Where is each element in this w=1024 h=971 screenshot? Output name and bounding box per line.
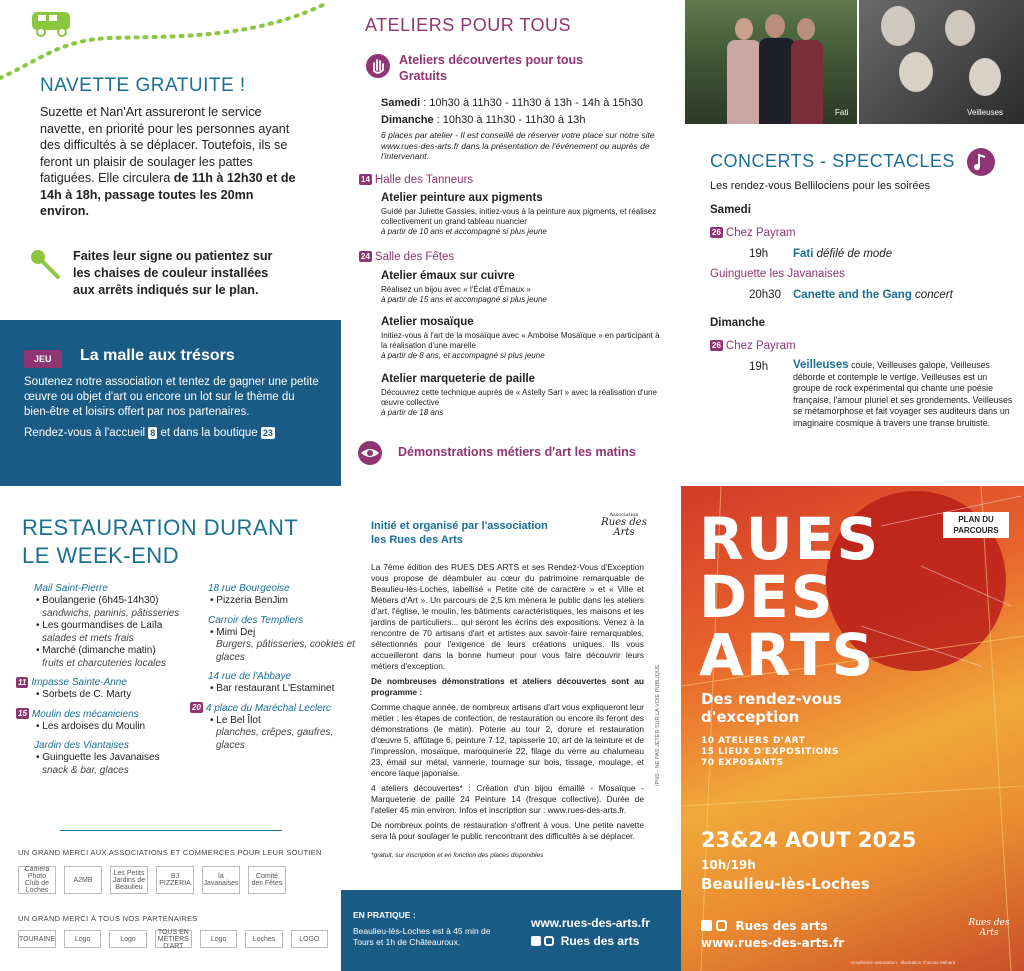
restaurant-place-label: 14 rue de l'Abbaye — [208, 671, 292, 682]
association-logos — [18, 866, 328, 894]
restaurant-name: • Les gourmandises de Laïla — [36, 620, 163, 631]
fati-caption: Fati — [835, 108, 849, 117]
sponsor-logo: Loches — [245, 930, 282, 948]
pratique-body: Beaulieu-lès-Loches est à 45 min de Tours et 1h de Châteauroux. — [353, 926, 491, 947]
sponsor-logo: Camera Photo Club de Loches — [18, 866, 56, 894]
eye-icon — [357, 440, 383, 466]
poster-credit: Graphisme association · Illustration Thomas Ménard — [851, 960, 956, 965]
ateliers-decouvertes — [399, 52, 583, 84]
org-title — [371, 519, 548, 547]
restauration-list-right — [190, 582, 355, 758]
poster-subtitle-2: d'exception — [701, 708, 800, 726]
restaurant-name: • Le Bel Îlot — [210, 714, 261, 726]
org-title-line-1: Initié et organisé par l'association — [371, 520, 548, 532]
restaurant-place-label: Moulin des mécaniciens — [31, 708, 139, 720]
restaurant-place — [16, 676, 191, 689]
sponsor-logo: Logo — [64, 930, 101, 948]
atelier-paille-age: à partir de 18 ans — [381, 408, 444, 417]
poster-stats — [701, 736, 839, 769]
ateliers-horaires — [381, 95, 643, 129]
concerts-subtitle: Les rendez-vous Bellilociens pour les soirées — [710, 180, 931, 192]
restaurant-item — [36, 689, 191, 702]
website-link[interactable]: www.rues-des-arts.fr — [531, 916, 650, 930]
map-number-badge: 24 — [361, 252, 370, 262]
map-number-badge: 20 — [192, 703, 201, 713]
veilleuses-name: Veilleuses — [793, 359, 849, 371]
restaurant-desc: fruits et charcuteries locales — [42, 657, 166, 669]
restaurant-place-label: 4 place du Maréchal Leclerc — [205, 702, 331, 714]
rues-des-arts-logo — [599, 512, 649, 538]
restaurant-item — [36, 620, 191, 645]
instagram-icon — [716, 920, 727, 931]
veilleuses-caption: Veilleuses — [967, 108, 1004, 117]
org-footnote: *gratuit, sur inscription et en fonction des places disponibles — [371, 852, 544, 859]
demonstrations: Démonstrations métiers d'art les matins — [398, 445, 636, 459]
map-number-badge: 11 — [18, 677, 27, 687]
dimanche-label: Dimanche — [381, 114, 434, 126]
model-silhouette — [797, 18, 815, 40]
merci-associations: UN GRAND MERCI AUX ASSOCIATIONS ET COMMERCES POUR LEUR SOUTIEN — [18, 848, 322, 857]
instagram-icon — [544, 936, 554, 946]
organisation-panel — [341, 486, 681, 971]
map-number-badge: 8 — [150, 428, 156, 438]
restaurant-place — [208, 670, 355, 683]
sponsor-logo: Comité des Fêtes — [248, 866, 286, 894]
atelier-mosaique-age: à partir de 8 ans, et accompagné si plus jeune — [381, 351, 545, 360]
concerts-panel — [685, 124, 1024, 486]
atelier-emaux-title: Atelier émaux sur cuivre — [381, 270, 515, 282]
chez-payram-2 — [710, 340, 796, 352]
restaurant-place — [16, 708, 191, 721]
restaurant-item — [210, 683, 355, 696]
sponsor-logo: LOGO — [291, 930, 328, 948]
navette-panel — [0, 0, 341, 320]
bus-stop-icon — [28, 247, 62, 281]
atelier-emaux-desc: Réalisez un bijou avec « l'Éclat d'Émaux » — [381, 285, 531, 294]
org-body — [371, 562, 644, 861]
van-icon — [30, 6, 76, 38]
fati-photo — [685, 0, 857, 124]
sponsor-logo: Logo — [200, 930, 237, 948]
restaurant-item — [210, 715, 355, 753]
atelier-pigments-desc: Guidé par Juliette Gassies, initiez-vous à la peinture aux pigments, et réalisez collectivement un grand tableau nuancier — [381, 207, 657, 226]
fati-time: 19h — [749, 248, 769, 260]
plan-label-1: PLAN DU — [958, 515, 994, 524]
org-para-1: La 7ème édition des RUES DES ARTS et ses Rendez-Vous d'Exception vous propose de déambuler au cœur du patrimoine remarquable de Beaulieu-lès-Loches, labellisé « Petite cité de caractère » et « Ville et Métiers d'Art ». Un parcours de 2,5 km mènera le public dans les ateliers d'art, l'église, le moulin, les bâtiments caractéristiques, les maisons et les jardins de particuliers... qui seront les écrins des expositions. Venez à la rencontre de 70 artisans d'art et artistes aux savoir-faire remarquables, sélectionnés pour l'exigence de leurs créations uniques. Ils vous accueilleront dans la bonne humeur pour vous faire découvrir leurs métiers d'exception. — [371, 562, 644, 671]
restauration-list-left — [16, 582, 191, 783]
social-label: Rues des arts — [560, 934, 640, 948]
canette-desc: concert — [911, 289, 953, 301]
payram-label: Chez Payram — [725, 227, 796, 239]
poster-subtitle-1: Des rendez-vous — [701, 690, 842, 708]
org-para-4: 4 ateliers découvertes* : Création d'un bijou émaillé - Mosaïque - Marqueterie de paille 24 Peinture 14 (fresque collective). Durée de l'atelier 45 min environ. Infos et inscription sur : www.rues-des-arts.fr. — [371, 783, 644, 815]
restaurant-desc: planches, crêpes, gaufres, glaces — [216, 727, 334, 751]
atelier-mosaique — [381, 316, 666, 361]
navette-body — [40, 104, 300, 220]
music-note-icon — [966, 147, 996, 177]
jeu-badge: JEU — [24, 350, 62, 368]
divider — [60, 830, 282, 831]
restaurant-name: • Boulangerie (6h45-14h30) — [36, 595, 159, 606]
restauration-title — [22, 514, 298, 570]
fati-name: Fati — [793, 248, 814, 260]
canette-name: Canette and the Gang — [793, 289, 912, 301]
atelier-emaux-age: à partir de 15 ans et accompagné si plus jeune — [381, 295, 547, 304]
atelier-emaux — [381, 270, 666, 305]
veilleuses-photo — [859, 0, 1024, 124]
salle-fetes — [359, 251, 454, 263]
atelier-paille-title: Atelier marqueterie de paille — [381, 373, 536, 385]
restauration-panel — [0, 486, 355, 971]
sponsor-logo: TOUS EN MÉTIERS D'ART — [155, 930, 192, 948]
band-member — [881, 6, 915, 46]
ateliers-decouvertes-label: Ateliers découvertes pour tous — [399, 53, 584, 67]
restaurant-place-label: Jardin des Viantaises — [34, 740, 129, 751]
poster-social-label: Rues des arts — [735, 919, 828, 933]
hand-icon — [365, 53, 391, 79]
model-silhouette — [765, 14, 785, 38]
malle-rdv-text: Rendez-vous à l'accueil — [24, 427, 146, 439]
places-note: 6 places par atelier - Il est conseillé de réserver votre place sur notre site www.rues-des-arts.fr dans la présentation de l'événement ou auprès de l'intervenant. — [381, 130, 655, 161]
restaurant-group — [190, 582, 355, 608]
plan-label-2: PARCOURS — [953, 526, 999, 535]
restaurant-name: • Mimi Dej — [210, 626, 256, 638]
map-number-badge: 23 — [262, 428, 273, 438]
poster-stat-1: 10 ATELIERS D'ART — [701, 736, 806, 746]
restaurant-item — [36, 645, 191, 670]
restaurant-place-label: Carroir des Templiers — [208, 614, 304, 626]
org-para-3: Comme chaque année, de nombreux artisans d'art vous expliqueront leur métier ; les étapes de confection, de restauration ou encore ils feront des démonstrations (le matin). Poterie au tour 2, dorure et restauration d'œuvre 5, affûtage 6, peinture 7 12, tapisserie 10, art de la teinture et de l'impression, mosaïque, maroquinerie 22, filage du verre au chalumeau 23, émail sur métal, vannerie, tournage sur bois, tissage, moulage, et encore laque japonaise. — [371, 702, 644, 778]
restaurant-place-label: Impasse Sainte-Anne — [31, 677, 127, 688]
malle-panel — [0, 320, 341, 486]
social-link[interactable] — [531, 934, 639, 948]
salle-fetes-label: Salle des Fêtes — [374, 251, 455, 263]
poster-stat-2: 15 LIEUX D'EXPOSITIONS — [701, 747, 839, 757]
model-silhouette — [791, 40, 823, 124]
org-title-line-2: les Rues des Arts — [371, 534, 463, 546]
model-silhouette — [735, 18, 753, 40]
concerts-samedi: Samedi — [710, 204, 751, 216]
poster-stat-3: 70 EXPOSANTS — [701, 758, 784, 768]
poster-title — [699, 505, 881, 689]
poster-place: Beaulieu-lès-Loches — [701, 875, 870, 893]
plan-badge[interactable] — [943, 512, 1009, 538]
poster-dates: 23&24 AOUT 2025 — [701, 828, 917, 852]
dimanche-hours: : 10h30 à 11h30 - 11h30 à 13h — [433, 114, 586, 126]
atelier-mosaique-desc: Initiez-vous à l'art de la mosaïque avec « Amboise Mosaïque » en participant à la réalisation d'une marelle — [381, 331, 660, 350]
restauration-title-line-2: LE WEEK-END — [22, 543, 180, 568]
model-silhouette — [759, 38, 795, 124]
facebook-icon — [701, 920, 712, 931]
poster-hours: 10h/19h — [701, 858, 756, 872]
restaurant-item — [210, 627, 355, 665]
org-para-5: De nombreux points de restauration s'offrent à vous. Une petite navette sera là pour soulager le public rencontrant des difficultés à se déplacer. — [371, 820, 644, 841]
map-number-badge: 15 — [18, 709, 27, 719]
restaurant-name: • Bar restaurant L'Estaminet — [210, 683, 335, 694]
concerts-dimanche: Dimanche — [710, 317, 765, 329]
org-para-2: De nombreuses démonstrations et ateliers découvertes sont au programme : — [371, 676, 644, 697]
pratique-title: EN PRATIQUE : — [353, 910, 416, 920]
poster-title-rues: RUES — [699, 505, 881, 573]
restaurant-place — [34, 739, 191, 752]
logo-text: Rues des Arts — [601, 517, 647, 538]
atelier-pigments-age: à partir de 10 ans et accompagné si plus jeune — [381, 227, 547, 236]
ateliers-gratuits-label: Gratuits — [399, 69, 447, 83]
halle-label: Halle des Tanneurs — [374, 174, 474, 186]
restauration-title-line-1: RESTAURATION DURANT — [22, 515, 299, 540]
restaurant-name: • Guinguette les Javanaises — [36, 752, 160, 763]
chez-payram — [710, 227, 796, 239]
restaurant-name: • Les ardoises du Moulin — [36, 720, 146, 732]
ipns-vertical: IPNS - NE PAS JETER SUR LA VOIE PUBLIQUE — [655, 664, 661, 786]
restaurant-item — [36, 721, 191, 734]
restaurant-place — [208, 614, 355, 627]
restaurant-place-label: 18 rue Bourgeoise — [208, 583, 290, 594]
partner-logos — [18, 930, 328, 948]
samedi-label: Samedi — [381, 97, 421, 109]
restaurant-group — [190, 702, 355, 753]
fati-event — [793, 248, 892, 260]
concerts-title: CONCERTS - SPECTACLES — [710, 151, 955, 171]
samedi-hours: : 10h30 à 11h30 - 11h30 à 13h - 14h à 15h30 — [420, 97, 643, 109]
sponsor-logo: A2MB — [64, 866, 102, 894]
sponsor-logo: BJ PIZZERIA — [156, 866, 194, 894]
restaurant-place — [34, 582, 191, 595]
atelier-paille-desc: Découvrez cette technique auprès de « Astelly Sart » avec la réalisation d'une œuvre collective — [381, 388, 657, 407]
restaurant-desc: snack & bar, glaces — [42, 764, 129, 776]
atelier-mosaique-title: Atelier mosaïque — [381, 316, 474, 328]
malle-rdv — [24, 427, 275, 439]
map-number-badge: 14 — [361, 175, 370, 185]
sponsor-logo: Les Petits Jardins de Beaulieu — [110, 866, 148, 894]
model-silhouette — [727, 40, 761, 124]
restaurant-group — [190, 614, 355, 665]
navette-body-text: Suzette et Nan'Art assureront le service navette, en priorité pour les personnes ayant des difficultés à se déplacer. Toutefois, ils se feront un plaisir de soulager les pattes fatiguées. — [40, 105, 290, 185]
band-member — [969, 58, 1001, 96]
veilleuses-desc: coule, Veilleuses galope, Veilleuses déborde et contemple le vertige. Veilleuses est un groupe de rock expérimental qui chante une poésie française, l'amour pluriel et ses grondements. Veilleuses se métamorphose et fait voyager ses auditeurs dans un imaginaire cosmique à travers une transe bruitiste. — [793, 360, 1013, 428]
guinguette: Guinguette les Javanaises — [710, 268, 845, 280]
navette-signe: Faites leur signe ou patientez sur les chaises de couleur installées aux arrêts indiqués sur le plan. — [73, 249, 273, 297]
cover-poster — [681, 486, 1024, 971]
restaurant-group — [190, 670, 355, 696]
restaurant-group — [16, 676, 191, 702]
restaurant-desc: salades et mets frais — [42, 632, 134, 644]
veilleuses-event — [793, 360, 1013, 429]
malle-title: La malle aux trésors — [80, 347, 235, 364]
restaurant-group — [16, 582, 191, 670]
restaurant-place — [208, 582, 355, 595]
fati-desc: défilé de mode — [813, 248, 893, 260]
navette-title: NAVETTE GRATUITE ! — [40, 75, 246, 96]
canette-time: 20h30 — [749, 289, 781, 301]
navette-schedule-prefix: Elle circulera — [98, 171, 174, 185]
merci-partenaires: UN GRAND MERCI À TOUS NOS PARTENAIRES — [18, 914, 198, 923]
sponsor-logo: Logo — [109, 930, 146, 948]
poster-social[interactable] — [701, 919, 828, 933]
restaurant-item — [36, 752, 191, 777]
poster-title-arts: ARTS — [699, 621, 876, 689]
restaurant-group — [16, 708, 191, 734]
atelier-paille — [381, 373, 666, 418]
logo-sup: Association — [609, 512, 639, 518]
atelier-pigments — [381, 192, 661, 237]
band-member — [899, 52, 933, 92]
restaurant-place-label: Mail Saint-Pierre — [34, 583, 108, 594]
malle-rdv-text-2: et dans la boutique — [160, 427, 258, 439]
poster-subtitle — [701, 690, 842, 726]
facebook-icon — [531, 936, 541, 946]
poster-logo: Rues des Arts — [968, 918, 1010, 938]
atelier-pigments-title: Atelier peinture aux pigments — [381, 192, 543, 204]
ateliers-panel — [341, 0, 681, 486]
restaurant-item — [210, 595, 355, 608]
map-number-badge: 26 — [712, 341, 721, 351]
restaurant-desc: sandwichs, paninis, pâtisseries — [42, 607, 180, 619]
restaurant-name: • Pizzeria BenJim — [210, 595, 288, 606]
restaurant-place — [190, 702, 355, 715]
pratique-bar — [341, 890, 681, 971]
poster-title-des: DES — [699, 563, 835, 631]
payram-label-2: Chez Payram — [725, 340, 796, 352]
halle-tanneurs — [359, 174, 473, 186]
restaurant-item — [36, 595, 191, 620]
restaurant-desc: Burgers, pâtisseries, cookies et glaces — [216, 639, 355, 663]
sponsor-logo: la Javanaises — [202, 866, 240, 894]
photos-panel — [685, 0, 1024, 124]
map-number-badge: 26 — [712, 228, 721, 238]
restaurant-group — [16, 739, 191, 777]
restaurant-name: • Sorbets de C. Marty — [36, 689, 132, 700]
band-member — [945, 10, 975, 46]
restaurant-name: • Marché (dimanche matin) — [36, 645, 156, 656]
poster-website[interactable]: www.rues-des-arts.fr — [701, 936, 845, 950]
navette-schedule: de 11h à 12h30 et de 14h à 18h, passage toutes les 20mn environ. — [40, 171, 296, 218]
veilleuses-time: 19h — [749, 361, 769, 373]
sponsor-logo: TOURAINE — [18, 930, 56, 948]
canette-event — [793, 289, 953, 301]
ateliers-title: ATELIERS POUR TOUS — [365, 15, 572, 35]
malle-body: Soutenez notre association et tentez de gagner une petite œuvre ou objet d'art ou encore un lot sur le thème du bien-être et loisirs offert par nos partenaires. — [24, 376, 319, 418]
